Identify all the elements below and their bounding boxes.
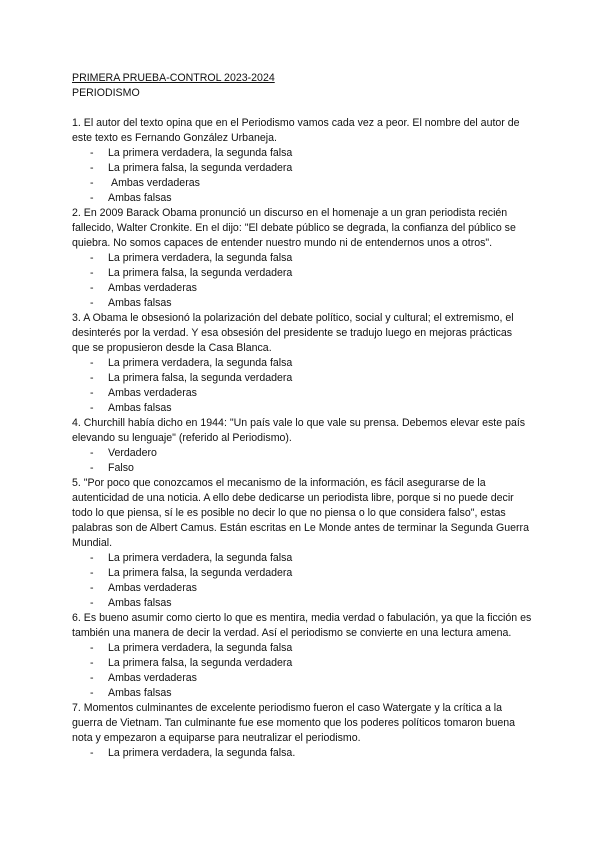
question-text: 2. En 2009 Barack Obama pronunció un discurso en el homenaje a un gran periodista recién fallecido, Walter Cronkite. En el dijo: "El debate público se degrada, la confianza del público se quiebra. No somos capaces de entender nuestro mundo ni de entendernos unos a otros".	[72, 207, 516, 249]
option-item: - Ambas verdaderas	[72, 581, 532, 596]
option-list	[72, 146, 532, 206]
option-item: - La primera verdadera, la segunda falsa	[72, 641, 532, 656]
question-text: 5. "Por poco que conozcamos el mecanismo de la información, es fácil asegurarse de la autenticidad de una noticia. A ello debe dedicarse un periodista libre, porque si no puede decir todo lo que piensa, sí le es posible no decir lo que no piensa o lo que considera falso", estas palabras son de Albert Camus. Están escritas en Le Monde antes de terminar la Segunda Guerra Mundial.	[72, 477, 529, 549]
option-item: - Ambas verdaderas	[72, 386, 532, 401]
option-item: - La primera falsa, la segunda verdadera	[72, 371, 532, 386]
option-list	[72, 746, 532, 761]
option-item: - La primera verdadera, la segunda falsa	[72, 251, 532, 266]
document-subject: PERIODISMO	[72, 87, 140, 99]
option-list	[72, 641, 532, 701]
question-1	[72, 116, 532, 206]
question-7	[72, 701, 532, 761]
option-item: - La primera verdadera, la segunda falsa.	[72, 746, 532, 761]
question-text: 4. Churchill había dicho en 1944: "Un país vale lo que vale su prensa. Debemos elevar este país elevando su lenguaje" (referido al Periodismo).	[72, 417, 526, 444]
option-item: - La primera falsa, la segunda verdadera	[72, 161, 532, 176]
option-item: - Falso	[72, 461, 532, 476]
option-item: - La primera verdadera, la segunda falsa	[72, 146, 532, 161]
option-item: - La primera falsa, la segunda verdadera	[72, 266, 532, 281]
document-page	[72, 71, 532, 761]
question-text: 6. Es bueno asumir como cierto lo que es mentira, media verdad o fabulación, ya que la ficción es también una manera de decir la verdad. Así el periodismo se convierte en una lectura amena.	[72, 612, 532, 639]
option-item: - La primera verdadera, la segunda falsa	[72, 356, 532, 371]
option-item: - Ambas falsas	[72, 296, 532, 311]
question-6	[72, 611, 532, 701]
question-5	[72, 476, 532, 611]
question-text: 1. El autor del texto opina que en el Periodismo vamos cada vez a peor. El nombre del autor de este texto es Fernando González Urbaneja.	[72, 117, 520, 144]
option-item: - Ambas falsas	[72, 686, 532, 701]
document-title: PRIMERA PRUEBA-CONTROL 2023-2024	[72, 72, 275, 84]
option-list	[72, 446, 532, 476]
question-list	[72, 116, 532, 761]
option-item: - Ambas falsas	[72, 191, 532, 206]
option-item: - Ambas verdaderas	[72, 281, 532, 296]
option-item: - La primera verdadera, la segunda falsa	[72, 551, 532, 566]
option-item: - Ambas verdaderas	[72, 176, 532, 191]
option-list	[72, 356, 532, 416]
header-spacer	[72, 101, 532, 116]
question-4	[72, 416, 532, 476]
option-item: - Ambas falsas	[72, 401, 532, 416]
option-item: - La primera falsa, la segunda verdadera	[72, 656, 532, 671]
option-list	[72, 551, 532, 611]
question-3	[72, 311, 532, 416]
option-item: - Ambas verdaderas	[72, 671, 532, 686]
question-2	[72, 206, 532, 311]
question-text: 7. Momentos culminantes de excelente periodismo fueron el caso Watergate y la crítica a la guerra de Vietnam. Tan culminante fue ese momento que los poderes políticos tomaron buena nota y empezaron a equiparse para neutralizar el periodismo.	[72, 702, 516, 744]
option-item: - Ambas falsas	[72, 596, 532, 611]
option-item: - Verdadero	[72, 446, 532, 461]
option-item: - La primera falsa, la segunda verdadera	[72, 566, 532, 581]
option-list	[72, 251, 532, 311]
question-text: 3. A Obama le obsesionó la polarización del debate político, social y cultural; el extremismo, el desinterés por la verdad. Y esa obsesión del presidente se tradujo luego en mejoras prácticas que se propusieron desde la Casa Blanca.	[72, 312, 514, 354]
